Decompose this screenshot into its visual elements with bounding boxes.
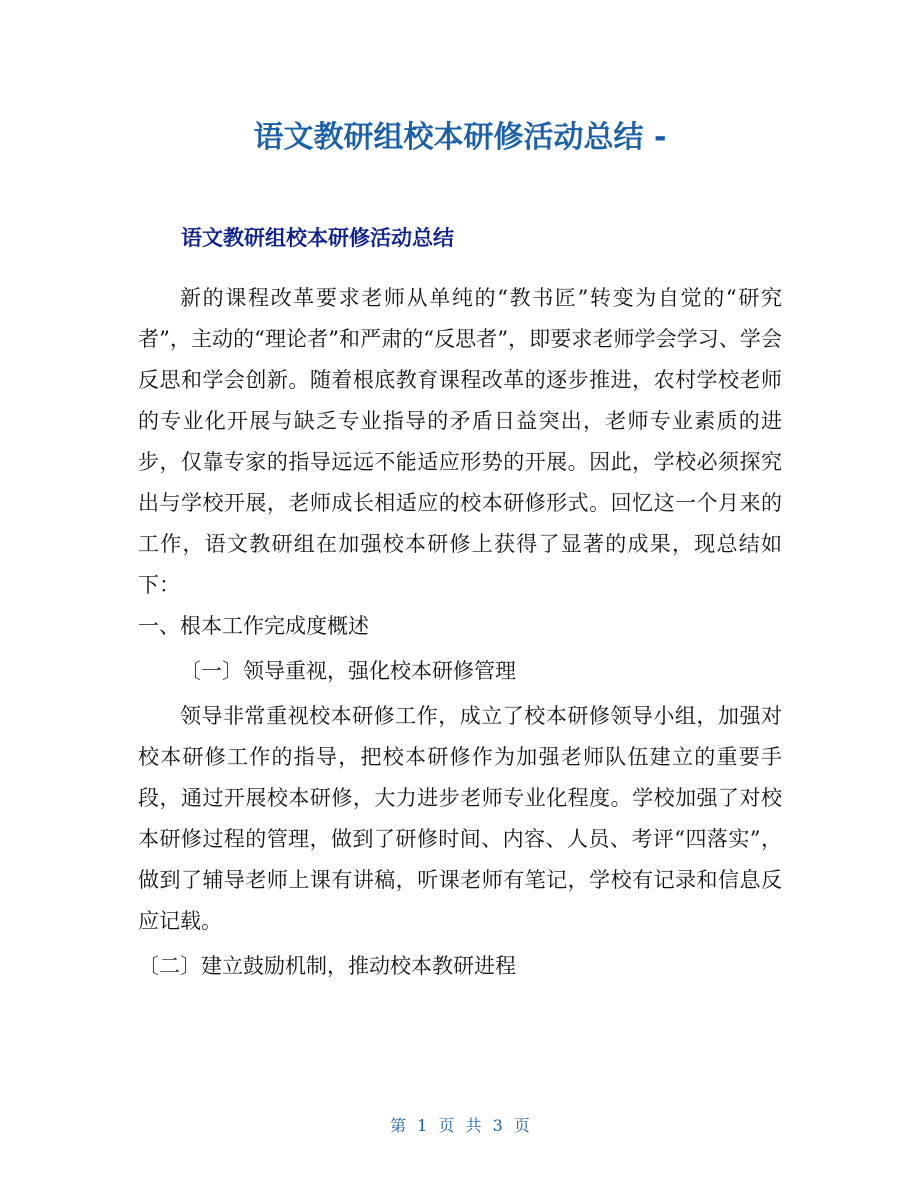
subsection-heading-1: 〔一〕领导重视，强化校本研修管理 bbox=[180, 659, 516, 683]
document-title: 语文教研组校本研修活动总结 - bbox=[253, 120, 667, 155]
page-footer: 第 1 页 共 3 页 bbox=[390, 1116, 530, 1135]
subsection-heading-2: 〔二〕建立鼓励机制，推动校本教研进程 bbox=[138, 954, 516, 978]
section-heading-1: 一、根本工作完成度概述 bbox=[138, 614, 369, 638]
intro-paragraph: 新的课程改革要求老师从单纯的“教书匠”转变为自觉的“研究者”，主动的“理论者”和严肃的“反思者”，即要求老师学会学习、学会反思和学会创新。随着根底教育课程改革的逐步推进，农村学校老师的专业化开展与缺乏专业指导的矛盾日益突出，老师专业素质的进步，仅靠专家的指导远远不能适应形势的开展。因此，学校必须探究出与学校开展，老师成长相适应的校本研修形式。回忆这一个月来的工作，语文教研组在加强校本研修上获得了显著的成果，现总结如下： bbox=[138, 286, 782, 597]
document-subtitle: 语文教研组校本研修活动总结 bbox=[181, 226, 454, 250]
subsection-1-paragraph: 领导非常重视校本研修工作，成立了校本研修领导小组，加强对校本研修工作的指导，把校本研修作为加强老师队伍建立的重要手段，通过开展校本研修，大力进步老师专业化程度。学校加强了对校本研修过程的管理，做到了研修时间、内容、人员、考评“四落实”，做到了辅导老师上课有讲稿，听课老师有笔记，学校有记录和信息反应记载。 bbox=[138, 704, 782, 933]
document-body bbox=[138, 278, 782, 987]
